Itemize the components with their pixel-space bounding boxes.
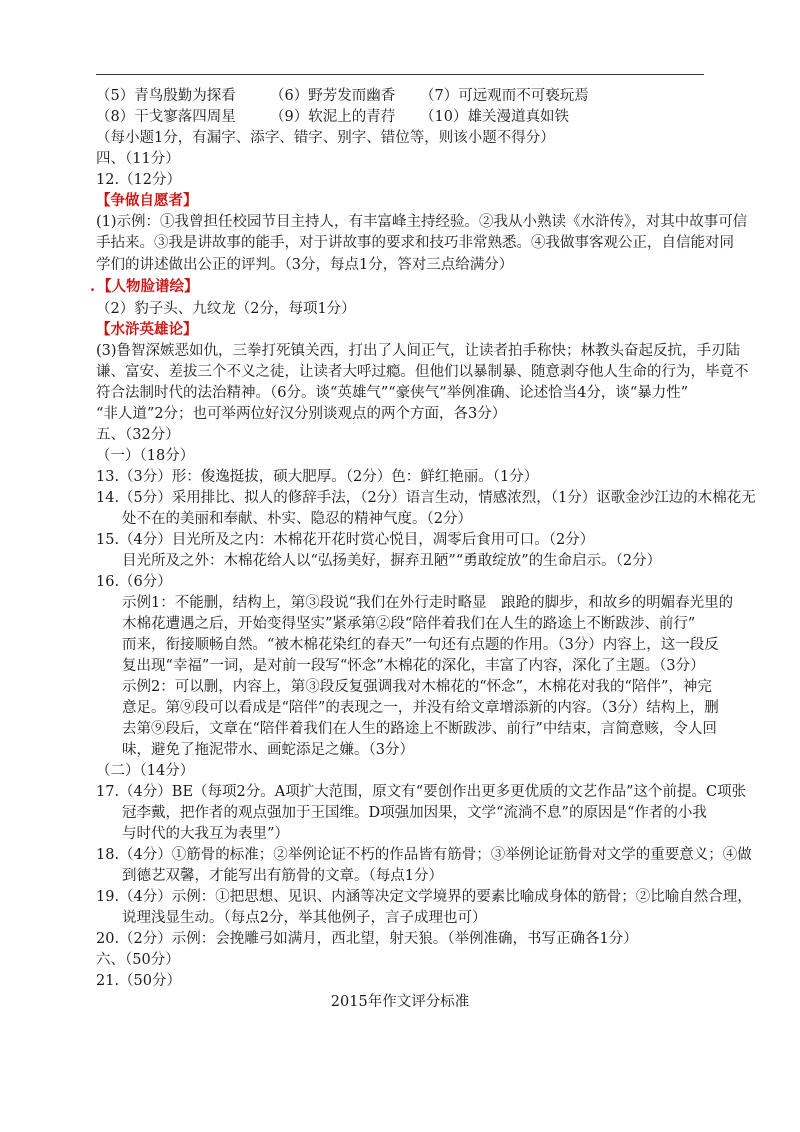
answer-line: 15.（4分）目光所及之内：木棉花开花时赏心悦目，凋零后食用可口。（2分）	[96, 532, 595, 548]
answer-line: 说理浅显生动。（每点2分，举其他例子，言子成理也可）	[122, 910, 487, 926]
answer-line: 手拈来。③我是讲故事的能手，对于讲故事的要求和技巧非常熟悉。④我做事客观公正，自信能对同	[96, 235, 734, 251]
answer-line: 17.（4分）BE（每项2分。A项扩大范围，原文有“要创作出更多更优质的文艺作品”这个前提。C项张	[96, 784, 747, 800]
answer-line: 示例1：不能删，结构上，第③段说“我们在外行走时略显 踉跄的脚步，和故乡的明媚春光里的	[122, 595, 734, 611]
question-heading: 12.（12分）	[96, 172, 182, 188]
answer-line: 处不在的美丽和奉献、朴实、隐忍的精神气度。（2分）	[122, 511, 472, 527]
bullet-dot: .	[90, 278, 96, 295]
answer-item: （9）软泥上的青荇	[270, 109, 396, 125]
section-heading: （一）（18分）	[96, 448, 195, 464]
section-heading: （二）（14分）	[96, 763, 195, 779]
section-heading: 五、（32分）	[96, 427, 180, 443]
answer-line: 复出现“幸福”一词，是对前一段写“怀念”木棉花的深化，丰富了内容，深化了主题。（3分）	[122, 658, 705, 674]
subsection-title	[90, 277, 199, 297]
answer-line: (3)鲁智深嫉恶如仇，三拳打死镇关西，打出了人间正气，让读者拍手称快；林教头奋起反抗，手刃陆	[96, 343, 741, 359]
answer-line: 到德艺双馨，才能写出有筋骨的文章。（每点1分）	[122, 868, 443, 884]
answer-line: 13.（3分）形：俊逸挺拔，硕大肥厚。（2分）色：鲜红艳丽。（1分）	[96, 469, 539, 485]
answer-line: （2）豹子头、九纹龙（2分，每项1分）	[96, 301, 356, 317]
header-rule	[96, 74, 704, 75]
answer-line: 去第⑨段后，文章在“陪伴着我们在人生的路途上不断跋涉、前行”中结束，言简意赅，令人回	[122, 721, 717, 737]
answer-item: （7）可远观而不可亵玩焉	[420, 88, 589, 104]
answer-line: 而来，衔接顺畅自然。“被木棉花染红的春天”一句还有点题的作用。（3分）内容上，这一段反	[122, 637, 719, 653]
answer-item: （10）雄关漫道真如铁	[420, 109, 569, 125]
answer-line: 18.（4分）①筋骨的标准；②举例论证不朽的作品皆有筋骨；③举例论证筋骨对文学的重要意义；④做	[96, 847, 752, 863]
answer-line: 14.（5分）采用排比、拟人的修辞手法，（2分）语言生动，情感浓烈，（1分）讴歌金沙江边的木棉花无	[96, 490, 756, 506]
essay-standard-title: 2015年作文评分标准	[330, 994, 470, 1010]
question-heading: 21.（50分）	[96, 973, 182, 989]
section-heading: 六、（50分）	[96, 952, 180, 968]
question-heading: 16.（6分）	[96, 574, 172, 590]
answer-line: 谦、富安、差拔三个不义之徒，让读者大呼过瘾。但他们以暴制暴、随意剥夺他人生命的行为，毕竟不	[96, 364, 749, 380]
scoring-note: （每小题1分，有漏字、添字、错字、别字、错位等，则该小题不得分）	[96, 130, 555, 146]
answer-line: 与时代的大我互为表里”）	[122, 826, 289, 842]
section-heading: 四、（11分）	[96, 151, 180, 167]
subsection-title: 【水浒英雄论】	[96, 321, 198, 338]
answer-line: 示例2：可以删，内容上，第③段反复强调我对木棉花的“怀念”，木棉花对我的“陪伴”，神完	[122, 679, 712, 695]
subsection-title-text: 【人物脸谱绘】	[97, 278, 199, 295]
answer-item: （5）青鸟殷勤为探看	[96, 88, 236, 104]
answer-line: 学们的讲述做出公正的评判。（3分，每点1分，答对三点给满分）	[96, 257, 514, 273]
answer-line: (1)示例：①我曾担任校园节目主持人，有丰富峰主持经验。②我从小熟读《水浒传》，对其中故事可信	[96, 214, 748, 230]
answer-item: （6）野芳发而幽香	[270, 88, 396, 104]
answer-line: “非人道”2分；也可举两位好汉分别谈观点的两个方面，各3分）	[96, 406, 507, 422]
answer-line: 木棉花遭遇之后，开始变得坚实”紧承第②段“陪伴着我们在人生的路途上不断跋涉、前行”	[122, 616, 696, 632]
answer-line: 目光所及之外：木棉花给人以“弘扬美好，摒弃丑陋”“勇敢绽放”的生命启示。（2分）	[122, 553, 662, 569]
answer-line: 冠李戴，把作者的观点强加于王国维。D项强加因果，文学“流淌不息”的原因是“作者的小我	[122, 805, 707, 821]
answer-line: 20.（2分）示例：会挽雕弓如满月，西北望，射天狼。（举例准确，书写正确各1分）	[96, 931, 638, 947]
answer-line: 意足。第⑨段可以看成是“陪伴”的表现之一，并没有给文章增添新的内容。（3分）结构上，删	[122, 700, 719, 716]
answer-line: 19.（4分）示例：①把思想、见识、内涵等决定文学境界的要素比喻成身体的筋骨；②比喻自然合理，	[96, 889, 752, 905]
answer-line: 符合法制时代的法治精神。（6分。谈“英雄气”“豪侠气”举例准确、论述恰当4分，谈“暴力性”	[96, 385, 689, 401]
answer-item: （8）干戈寥落四周星	[96, 109, 236, 125]
subsection-title: 【争做自愿者】	[96, 192, 198, 209]
answer-line: 味，避免了拖泥带水、画蛇添足之嫌。（3分）	[122, 742, 414, 758]
